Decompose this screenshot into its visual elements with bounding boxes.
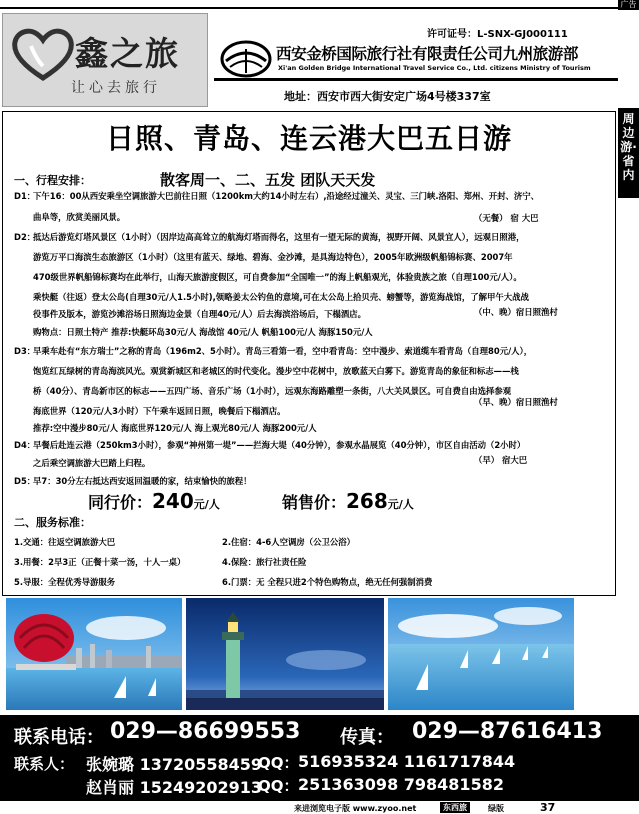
sailboats-image <box>388 598 574 710</box>
heart-logo-icon <box>11 26 75 82</box>
itinerary-line <box>14 406 286 417</box>
footer-badge: 东西旅 <box>440 802 470 813</box>
meal-note: （中、晚）宿日照渔村 <box>474 307 558 317</box>
itinerary-text: 早餐后赴连云港（250km3小时），参观“神州第一堤”——拦海大堤（40分钟），参观水晶展览（40分钟），市区自由活动（2小时） <box>33 440 526 450</box>
footer-website[interactable]: 来进浏览电子版 www.zyoo.net <box>294 804 417 813</box>
services-heading: 二、服务标准： <box>14 516 91 529</box>
qingdao-sculpture-image <box>6 598 182 710</box>
day-label: D5： <box>14 476 36 486</box>
sidebar-tab-category[interactable]: 周边游·省内 <box>618 108 639 198</box>
itinerary-text: 饱览红瓦绿树的青岛海滨风光。观赏新城区和老城区的时代变化。漫步空中花树中，放歌蓝天白雾下。游览青岛的象征和标志——栈 <box>33 366 519 376</box>
departure-schedule: 散客周一、二、五发 团队天天发 <box>160 171 376 189</box>
service-item: 2.住宿：4-6人空调房（公卫公浴） <box>222 537 356 547</box>
photo-qingdao-sculpture <box>6 598 182 710</box>
peer-price-label: 同行价： <box>88 493 153 512</box>
itinerary-text: 海底世界（120元/人3小时）下午乘车返回日照，晚餐后下榻酒店。 <box>33 406 286 416</box>
page-title: 日照、青岛、连云港大巴五日游 <box>105 122 512 155</box>
itinerary-text: 乘快艇（往返）登太公岛(自理30元/人1.5小时),领略姜太公钓鱼的意境,可在太公岛上拾贝壳、螃蟹等，游览海战馆，了解甲午大战战 <box>33 292 529 302</box>
meal-note: （早） 宿大巴 <box>474 455 528 465</box>
itinerary-line <box>14 366 519 377</box>
itinerary-text: 抵达后游览灯塔风景区（1小时）（因岸边高高耸立的航海灯塔而得名，这里有一望无际的黄海，视野开阔、风景宜人），远观日照港， <box>33 232 525 242</box>
service-item: 3.用餐：2早3正（正餐十菜一汤，十人一桌） <box>14 557 186 567</box>
header <box>0 12 618 108</box>
itinerary-text: 购物点：日照土特产 推荐:快艇环岛30元/人 海战馆 40元/人 帆船100元/人 海豚150元/人 <box>33 327 373 337</box>
sale-price <box>282 489 414 513</box>
itinerary-line <box>14 272 522 283</box>
photo-sailboats <box>388 598 574 710</box>
itinerary-line <box>14 346 532 357</box>
itinerary-line <box>14 252 513 263</box>
itinerary-line <box>14 212 125 223</box>
top-rule <box>0 7 618 9</box>
photo-lighthouse <box>186 598 384 710</box>
company-name-cn: 西安金桥国际旅行社有限责任公司九州旅游部 <box>276 45 579 63</box>
itinerary-text: 之后乘空调旅游大巴踏上归程。 <box>33 458 151 468</box>
itinerary-line <box>14 309 366 320</box>
itinerary-text: 游览万平口海滨生态旅游区（1小时）（这里有蓝天、绿地、碧海、金沙滩，是具海边特色），2005年欧洲级帆船锦标赛、2007年 <box>33 252 513 262</box>
service-item: 1.交通：往返空调旅游大巴 <box>14 537 116 547</box>
day-label: D4： <box>14 440 36 450</box>
itinerary-heading: 一、行程安排： <box>14 174 91 187</box>
contact-band <box>0 715 639 801</box>
company-address: 地址：西安市西大街安定广场4号楼337室 <box>284 90 491 103</box>
contact-person-label: 联系人： <box>14 755 75 773</box>
lighthouse-image <box>186 598 384 710</box>
itinerary-line <box>14 191 539 202</box>
contact-person-2[interactable]: 赵肖丽 15249202913 <box>86 778 263 797</box>
fax-label: 传真： <box>340 727 394 748</box>
sale-price-value: 268 <box>346 489 388 513</box>
day-label: D2： <box>14 232 36 242</box>
meal-note: （早、晚）宿日照渔村 <box>474 397 558 407</box>
fax-number[interactable]: 029—87616413 <box>412 719 603 744</box>
peer-price-unit: 元/人 <box>193 498 220 511</box>
itinerary-line <box>14 327 373 338</box>
top-strip <box>0 0 639 10</box>
itinerary-text: 役事件及版本，游览沙滩浴场日照海边金景（自理40元/人）后去海滨浴场后，下榻酒店。 <box>33 309 366 319</box>
sale-price-label: 销售价： <box>282 493 347 512</box>
brand-logo[interactable] <box>2 13 208 107</box>
day-label: D3： <box>14 346 36 356</box>
peer-price-value: 240 <box>152 489 194 513</box>
itinerary-line <box>14 292 529 303</box>
itinerary-line <box>14 440 525 451</box>
peer-price <box>88 489 220 513</box>
itinerary-text: 桥（40分）、青岛新市区的标志——五四广场、音乐广场（1小时），远观东海路雕塑一条街，八大关风景区。可自费自由选择参观 <box>33 386 512 396</box>
meal-note: （无餐） 宿 大巴 <box>474 213 539 223</box>
phone-number[interactable]: 029—86699553 <box>110 719 301 744</box>
qq-numbers-2[interactable]: 251363098 798481582 <box>298 775 504 794</box>
itinerary-text: 下午16：00从西安乘坐空调旅游大巴前往日照（1200km大约14小时左右）,沿途经过潼关、灵宝、三门峡.洛阳、郑州、开封、济宁、 <box>33 191 540 201</box>
qq-label: QQ： <box>258 754 299 772</box>
itinerary-text: 推荐:空中漫步80元/人 海底世界120元/人 海上观光80元/人 海豚200元/人 <box>33 423 317 433</box>
license-number: 许可证号：L-SNX-GJ000111 <box>427 29 568 40</box>
qq-numbers-1[interactable]: 516935324 1161717844 <box>298 752 516 771</box>
itinerary-line <box>14 423 317 434</box>
itinerary-line <box>14 232 525 243</box>
itinerary-text: 曲阜等，欣赏美丽风景。 <box>33 212 126 222</box>
company-name-en: Xi'an Golden Bridge International Travel Service Co., Ltd. citizens Ministry of Tourism <box>278 64 591 72</box>
qq-label: QQ： <box>258 777 299 795</box>
day-label: D1： <box>14 191 36 201</box>
page-number: 37 <box>540 801 556 814</box>
itinerary-text: 早7：30分左右抵达西安返回温暖的家，结束愉快的旅程！ <box>33 476 252 486</box>
itinerary-line <box>14 458 150 469</box>
ad-tag: 广告 <box>618 0 639 10</box>
itinerary-text: 470级世界帆船锦标赛均在此举行，山海天旅游度假区，可自费参加“全国唯一”的海上帆船观光，体验贵族之旅（自理100元/人）。 <box>33 272 522 282</box>
itinerary-line <box>14 386 511 397</box>
footer-edition: 绿版 <box>488 804 504 813</box>
header-rule <box>214 78 618 81</box>
service-item: 6.门票：无 全程只进2个特色购物点，绝无任何强制消费 <box>222 577 433 587</box>
company-emblem-icon <box>220 39 272 79</box>
sale-price-unit: 元/人 <box>387 498 414 511</box>
service-item: 5.导服：全程优秀导游服务 <box>14 577 116 587</box>
service-item: 4.保险：旅行社责任险 <box>222 557 307 567</box>
footer <box>0 801 639 814</box>
itinerary-text: 早乘车赴有“东方瑞士”之称的青岛（196m2、5小时）。青岛三看第一看，空中看青岛：空中漫步、索道缆车看青岛（自理80元/人）， <box>33 346 533 356</box>
logo-main-text: 鑫之旅 <box>75 34 180 73</box>
contact-person-1[interactable]: 张婉璐 13720558459 <box>86 755 263 774</box>
phone-label: 联系电话： <box>14 727 104 748</box>
logo-sub-text: 让心去旅行 <box>71 80 161 96</box>
itinerary-line <box>14 476 251 487</box>
